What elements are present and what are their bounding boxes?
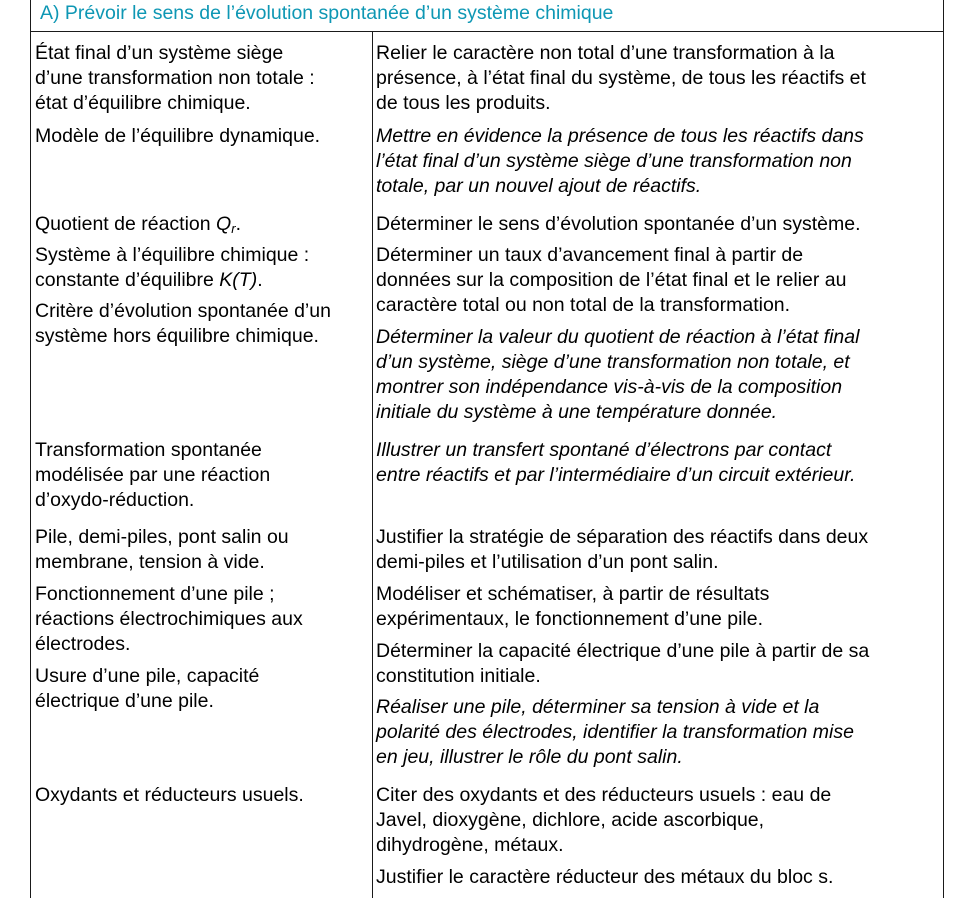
notion-equilibre-dynamique: Modèle de l’équilibre dynamique. <box>35 125 321 147</box>
capacite-metaux-bloc-s: Justifier le caractère réducteur des métaux du bloc s. <box>376 866 834 888</box>
section-title: A) Prévoir le sens de l’évolution spontanée d’un système chimique <box>31 0 943 32</box>
notion-critere-evolution: Critère d’évolution spontanée d’un système hors équilibre chimique. <box>35 300 331 347</box>
capacite-realiser-pile: Réaliser une pile, déterminer sa tension à vide et la polarité des électrodes, identifier la transformation mise en jeu, illustrer le rôle du pont salin. <box>376 696 854 768</box>
capacite-capacite-electrique: Déterminer la capacité électrique d’une pile à partir de sa constitution initiale. <box>376 640 870 687</box>
capacite-strategie-separation: Justifier la stratégie de séparation des réactifs dans deux demi-piles et l’utilisation d’un pont salin. <box>376 526 869 573</box>
capacite-citer-oxydants: Citer des oxydants et des réducteurs usuels : eau de Javel, dioxygène, dichlore, acide ascorbique, dihydrogène, métaux. <box>376 784 832 856</box>
capacite-modeliser-pile: Modéliser et schématiser, à partir de résultats expérimentaux, le fonctionnement d’une pile. <box>376 583 770 630</box>
notions-capacites-table <box>31 32 943 898</box>
capacite-quotient-etat-final: Déterminer la valeur du quotient de réaction à l’état final d’un système, siège d’une transformation non totale, et montrer son indépendance vis-à-vis de la composition initiale du système à une température donnée. <box>376 326 860 423</box>
capacite-caractere-non-total: Relier le caractère non total d’une transformation à la présence, à l’état final du système, de tous les réactifs et de tous les produits. <box>376 42 866 114</box>
capacite-transfert-electrons: Illustrer un transfert spontané d’électrons par contact entre réactifs et par l’intermédiaire d’un circuit extérieur. <box>376 439 856 486</box>
column-divider <box>372 32 373 898</box>
notion-quotient-reaction: Quotient de réaction $Q_r$. <box>35 213 241 236</box>
notion-oxydants-reducteurs: Oxydants et réducteurs usuels. <box>35 784 304 806</box>
program-table-frame <box>30 0 944 898</box>
notion-etat-final: État final d’un système siège d’une transformation non totale : état d’équilibre chimique. <box>35 42 315 114</box>
notion-fonctionnement-pile: Fonctionnement d’une pile ; réactions électrochimiques aux électrodes. <box>35 583 303 655</box>
capacite-taux-avancement: Déterminer un taux d’avancement final à partir de données sur la composition de l’état final et le relier au caractère total ou non total de la transformation. <box>376 244 847 316</box>
capacite-sens-evolution: Déterminer le sens d’évolution spontanée d’un système. <box>376 213 861 235</box>
notion-pile-demi-piles: Pile, demi-piles, pont salin ou membrane, tension à vide. <box>35 526 289 573</box>
notion-transformation-spontanee: Transformation spontanée modélisée par une réaction d’oxydo-réduction. <box>35 439 271 511</box>
notion-constante-equilibre: Système à l’équilibre chimique : constante d’équilibre K(T). <box>35 244 310 291</box>
notion-usure-pile: Usure d’une pile, capacité électrique d’une pile. <box>35 665 260 712</box>
capacite-mise-en-evidence-reactifs: Mettre en évidence la présence de tous les réactifs dans l’état final d’un système siège d’une transformation non totale, par un nouvel ajout de réactifs. <box>376 125 864 197</box>
